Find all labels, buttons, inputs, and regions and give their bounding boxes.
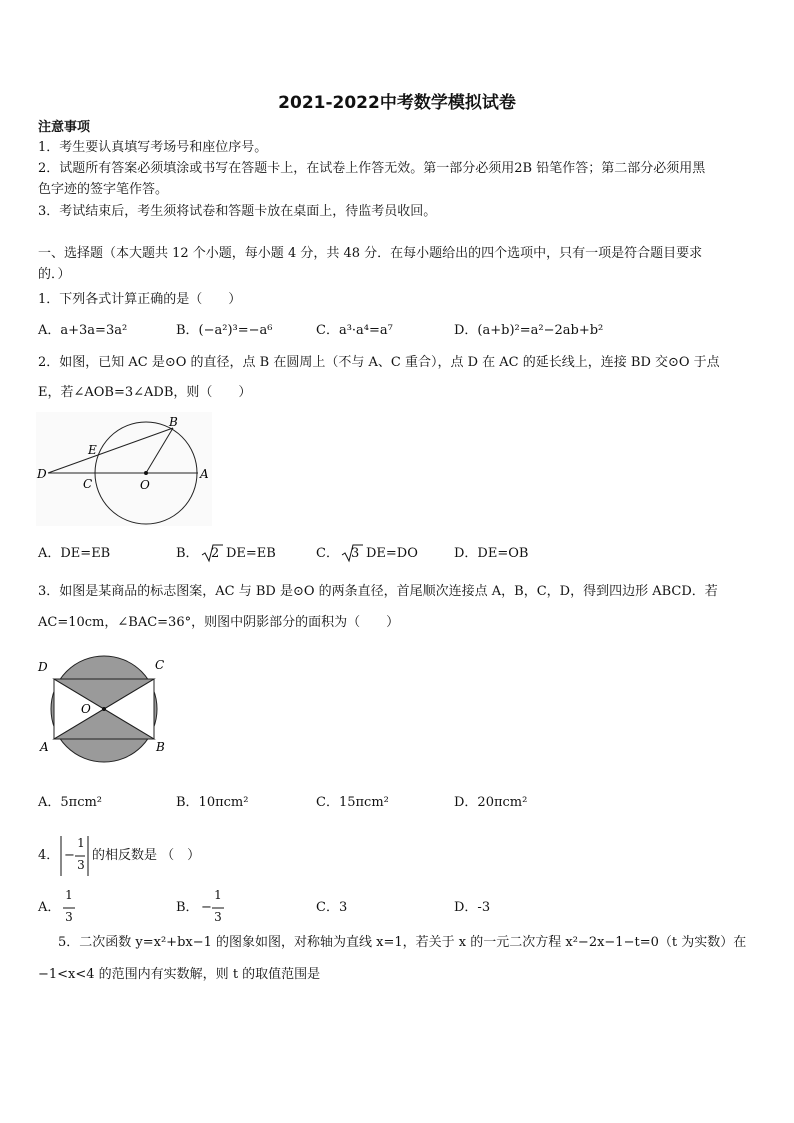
label-c: C bbox=[83, 477, 93, 491]
label-o: O bbox=[140, 478, 150, 492]
section-heading-cont: 的．） bbox=[38, 267, 71, 282]
label-b: B bbox=[169, 415, 178, 429]
question-1-stem: 1．下列各式计算正确的是（ ） bbox=[38, 292, 242, 307]
notice-item-1: 1．考生要认真填写考场号和座位序号。 bbox=[38, 140, 268, 155]
notice-item-2-cont: 色字迹的签字笔作答。 bbox=[38, 182, 169, 197]
section-heading: 一、选择题（本大题共 12 个小题，每小题 4 分，共 48 分．在每小题给出的四个选项中，只有一项是符合题目要求 bbox=[38, 246, 703, 261]
q1-option-a: A．a+3a=3a² bbox=[38, 323, 128, 338]
q3-option-a: A．5πcm² bbox=[38, 795, 103, 810]
fraction-bar bbox=[63, 907, 75, 909]
q4-expr-denominator: 3 bbox=[77, 858, 85, 872]
label-a: A bbox=[40, 740, 49, 754]
label-c: C bbox=[155, 658, 165, 672]
q4-option-b-denominator: 3 bbox=[214, 910, 222, 924]
q4-option-a-denominator: 3 bbox=[65, 910, 73, 924]
q3-option-b: B．10πcm² bbox=[176, 795, 249, 810]
q3-option-c: C．15πcm² bbox=[316, 795, 389, 810]
q1-option-b: B．(−a²)³=−a⁶ bbox=[176, 323, 273, 338]
question-2-line-1: 2．如图，已知 AC 是⊙O 的直径，点 B 在圆周上（不与 A、C 重合），点 D 在 AC 的延长线上，连接 BD 交⊙O 于点 bbox=[38, 355, 720, 370]
notice-heading: 注意事项 bbox=[38, 120, 91, 135]
label-e: E bbox=[88, 443, 97, 457]
q2-option-b-radicand: 2 bbox=[211, 546, 220, 561]
q3-option-d: D．20πcm² bbox=[454, 795, 528, 810]
q2-option-b-text: DE=EB bbox=[226, 546, 276, 561]
q4-option-b-label: B． bbox=[176, 900, 199, 915]
q1-option-d: D．(a+b)²=a²−2ab+b² bbox=[454, 323, 604, 338]
q1-option-c: C．a³·a⁴=a⁷ bbox=[316, 323, 393, 338]
question-5-line-2: −1<x<4 的范围内有实数解，则 t 的取值范围是 bbox=[38, 967, 321, 982]
q4-option-a-label: A． bbox=[38, 900, 61, 915]
question-3-line-2: AC=10cm，∠BAC=36°，则图中阴影部分的面积为（ ） bbox=[38, 615, 400, 630]
question-5-line-1: 5．二次函数 y=x²+bx−1 的图象如图，对称轴为直线 x=1，若关于 x 的一元二次方程 x²−2x−1−t=0（t 为实数）在 bbox=[58, 935, 747, 950]
q4-option-a-numerator: 1 bbox=[65, 888, 73, 902]
q2-option-d: D．DE=OB bbox=[454, 546, 529, 561]
q4-option-d: D．-3 bbox=[454, 900, 491, 915]
q2-circle-figure bbox=[36, 412, 212, 526]
notice-item-3: 3．考试结束后，考生须将试卷和答题卡放在桌面上，待监考员收回。 bbox=[38, 204, 437, 219]
q4-option-c: C．3 bbox=[316, 900, 348, 915]
q2-option-b-label: B． bbox=[176, 546, 199, 561]
label-b: B bbox=[156, 740, 165, 754]
label-d: D bbox=[38, 660, 48, 674]
label-d: D bbox=[37, 467, 47, 481]
q3-logo-figure bbox=[36, 653, 176, 763]
q4-option-b-sign: − bbox=[201, 900, 212, 915]
question-2-line-2: E，若∠AOB=3∠ADB，则（ ） bbox=[38, 385, 252, 400]
question-4-prefix: 4． bbox=[38, 848, 60, 863]
q2-option-c-text: DE=DO bbox=[366, 546, 418, 561]
q4-option-b-numerator: 1 bbox=[214, 888, 222, 902]
q2-option-c-radicand: 3 bbox=[351, 546, 360, 561]
question-3-line-1: 3．如图是某商品的标志图案，AC 与 BD 是⊙O 的两条直径，首尾顺次连接点 A，B，C，D，得到四边形 ABCD．若 bbox=[38, 584, 718, 599]
q2-option-c-label: C． bbox=[316, 546, 339, 561]
label-o: O bbox=[81, 702, 91, 716]
q2-option-a: A．DE=EB bbox=[38, 546, 111, 561]
label-a: A bbox=[200, 467, 209, 481]
fraction-bar bbox=[212, 907, 224, 909]
page-title: 2021-2022中考数学模拟试卷 bbox=[278, 93, 516, 113]
q4-expr-numerator: 1 bbox=[77, 836, 85, 850]
notice-item-2: 2．试题所有答案必须填涂或书写在答题卡上，在试卷上作答无效。第一部分必须用2B 铅笔作答；第二部分必须用黑 bbox=[38, 161, 706, 176]
q4-expr-sign: − bbox=[64, 848, 75, 863]
question-4-suffix: 的相反数是 （ ） bbox=[92, 848, 201, 863]
